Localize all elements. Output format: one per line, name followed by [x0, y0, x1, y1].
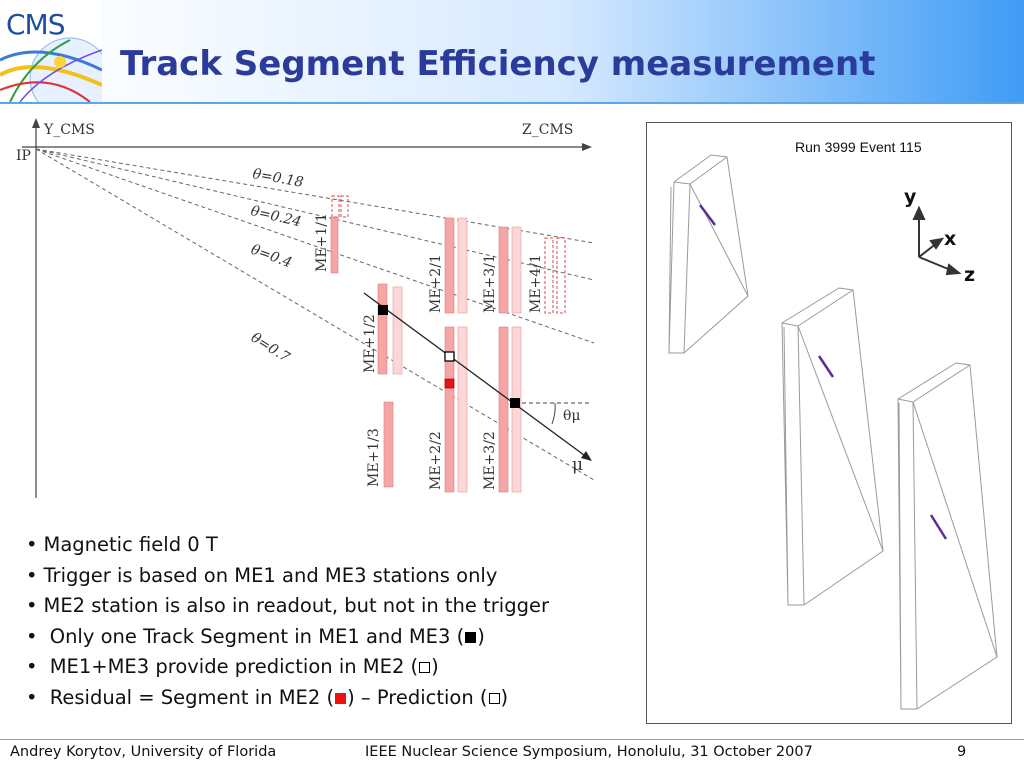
chamber-me13 — [384, 402, 393, 487]
red-square-icon — [335, 693, 346, 704]
slide-title: Track Segment Efficiency measurement — [120, 44, 876, 84]
chamber-me31 — [499, 227, 508, 313]
label-me13: ME+1/3 — [366, 428, 382, 487]
theta-mu-label: θμ — [563, 408, 581, 424]
event-chamber-1 — [669, 155, 748, 353]
chamber-me32 — [499, 327, 508, 492]
label-me41: ME+4/1 — [528, 254, 544, 313]
bullet-text: ) — [500, 685, 509, 709]
bullet-text: ME1+ME3 provide prediction in ME2 ( — [49, 655, 419, 678]
chamber-me12 — [378, 284, 387, 374]
ip-label: IP — [16, 148, 31, 164]
footer-conference: IEEE Nuclear Science Symposium, Honolulu, 31 October 2007 — [365, 744, 813, 760]
label-me22: ME+2/2 — [428, 431, 444, 490]
bullet-list — [26, 530, 641, 713]
segment-me3 — [510, 398, 520, 408]
bullet-text: ) — [431, 655, 439, 678]
logo-text: CMS — [6, 8, 65, 41]
chamber-me12-b — [393, 287, 402, 374]
muon-track — [364, 293, 588, 458]
segment-me1 — [378, 305, 388, 315]
theta-line-07 — [36, 149, 594, 480]
run-event-label: Run 3999 Event 115 — [795, 139, 922, 155]
bullet-text: Trigger is based on ME1 and ME3 stations only — [43, 563, 498, 587]
bullet-text: Only one Track Segment in ME1 and ME3 ( — [49, 624, 465, 648]
theta-label-024: θ=0.24 — [249, 203, 303, 231]
bullet-item — [26, 622, 641, 653]
theta-mu-arc — [552, 403, 555, 424]
chamber-me41-b — [557, 238, 565, 313]
event-display-panel — [646, 122, 1012, 724]
triad-label-z: z — [964, 264, 976, 286]
open-square-icon — [419, 662, 430, 673]
muon-label: μ — [572, 455, 584, 475]
triad-label-y: y — [904, 186, 917, 208]
chamber-me11-dashed-b — [341, 196, 348, 217]
bullet-text: ME2 station is also in readout, but not in the trigger — [43, 594, 549, 617]
event-chamber-2 — [782, 288, 883, 605]
bullet-text: ) – Prediction ( — [347, 685, 488, 709]
chamber-me32-b — [512, 327, 521, 492]
hit-cluster-1 — [700, 205, 715, 225]
chamber-me11 — [331, 217, 338, 273]
bullet-text: Residual = Segment in ME2 ( — [49, 685, 335, 709]
bullet-item — [26, 591, 641, 622]
chamber-me21-b — [458, 218, 467, 313]
cms-logo — [0, 0, 102, 102]
chamber-me22-b — [458, 327, 467, 492]
theta-label-07: θ=0.7 — [247, 329, 293, 366]
bullet-item — [26, 561, 641, 592]
chamber-me31-b — [512, 227, 521, 313]
segment-me2 — [445, 379, 454, 388]
label-me31: ME+3/1 — [482, 254, 498, 313]
open-square-icon — [489, 693, 500, 704]
label-me32: ME+3/2 — [482, 431, 498, 490]
bullet-text: Magnetic field 0 T — [43, 533, 218, 556]
event-chamber-3 — [898, 363, 997, 709]
footer-divider — [0, 739, 1024, 740]
chamber-me21 — [445, 218, 454, 313]
csc-geometry-diagram — [0, 110, 640, 510]
footer-author: Andrey Korytov, University of Florida — [10, 744, 277, 760]
bullet-item — [26, 652, 641, 683]
label-me11: ME+1/1 — [314, 213, 330, 272]
label-me21: ME+2/1 — [428, 254, 444, 313]
triad-label-x: x — [944, 228, 957, 250]
black-square-icon — [465, 632, 476, 643]
theta-label-04: θ=0.4 — [248, 241, 294, 272]
prediction-me2 — [445, 352, 454, 361]
axis-z-label: Z_CMS — [522, 122, 574, 138]
label-me12: ME+1/2 — [362, 314, 378, 373]
bullet-item — [26, 530, 641, 561]
chamber-me41-a — [545, 238, 553, 313]
header-divider — [0, 102, 1024, 104]
hit-cluster-3 — [931, 515, 946, 539]
theta-label-018: θ=0.18 — [251, 166, 305, 191]
bullet-text: ) — [477, 624, 485, 648]
axis-y-label: Y_CMS — [44, 122, 95, 138]
footer-page-number: 9 — [957, 744, 967, 760]
hit-cluster-2 — [819, 356, 833, 377]
bullet-item — [26, 683, 641, 714]
